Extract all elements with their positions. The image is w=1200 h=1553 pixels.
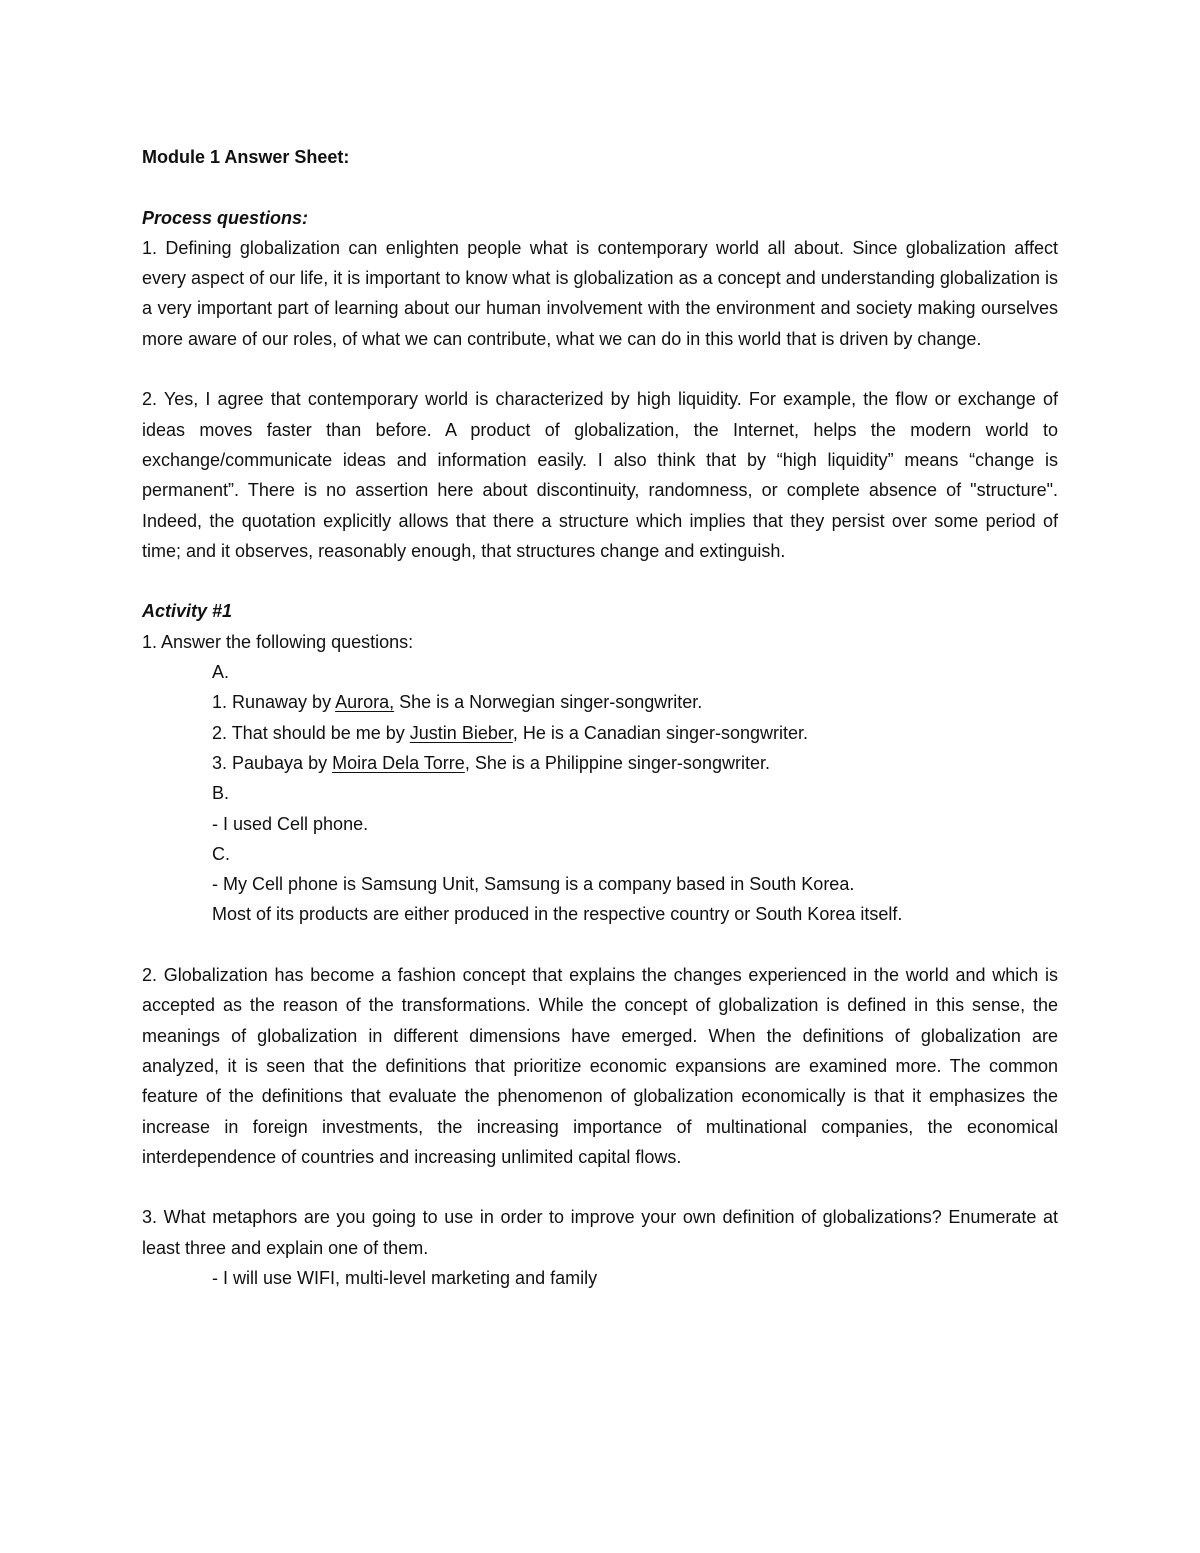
song-prefix: 3. Paubaya by: [212, 752, 333, 773]
activity-question-3: 3. What metaphors are you going to use in order to improve your own definition of globalizations? Enumerate at least three and explain one of them.: [142, 1207, 1058, 1258]
spacer: [142, 354, 1058, 384]
section-b-label: B.: [212, 783, 230, 804]
activity-question-1: 1. Answer the following questions:: [142, 631, 414, 652]
song-suffix: , She is a Philippine singer-songwriter.: [464, 752, 770, 773]
spacer: [142, 1172, 1058, 1202]
page-title: Module 1 Answer Sheet:: [142, 147, 350, 167]
song-artist: Aurora,: [335, 692, 395, 713]
song-item: [212, 687, 1058, 717]
activity-answers-block: [142, 657, 1058, 930]
spacer: [142, 172, 1058, 202]
section-c-answer-line-1: - My Cell phone is Samsung Unit, Samsung is a company based in South Korea.: [212, 874, 855, 895]
song-artist: Justin Bieber: [409, 722, 513, 743]
song-item: [212, 718, 1058, 748]
activity-heading: Activity #1: [142, 601, 233, 622]
song-prefix: 2. That should be me by: [212, 722, 410, 743]
section-c-answer-line-2: Most of its products are either produced in the respective country or South Korea itself.: [212, 904, 903, 925]
song-prefix: 1. Runaway by: [212, 692, 336, 713]
activity-answer-2: 2. Globalization has become a fashion concept that explains the changes experienced in the world and which is accepted as the reason of the transformations. While the concept of globalization is defined in this sense, the meanings of globalization in different dimensions have emerged. When the definitions of globalization are analyzed, it is seen that the definitions that prioritize economic expansions are examined more. The common feature of the definitions that evaluate the phenomenon of globalization economically is that it emphasizes the increase in foreign investments, the increasing importance of multinational companies, the economical interdependence of countries and increasing unlimited capital flows.: [142, 965, 1058, 1167]
section-b-answer: - I used Cell phone.: [212, 813, 369, 834]
song-suffix: She is a Norwegian singer-songwriter.: [394, 692, 703, 713]
song-item: [212, 748, 1058, 778]
process-questions-heading: Process questions:: [142, 207, 309, 228]
section-a-label: A.: [212, 662, 230, 683]
song-suffix: , He is a Canadian singer-songwriter.: [512, 722, 809, 743]
spacer: [142, 566, 1058, 596]
answer-sheet-page: [142, 142, 1058, 1293]
process-answer-2: 2. Yes, I agree that contemporary world is characterized by high liquidity. For example, the flow or exchange of ideas moves faster than before. A product of globalization, the Internet, helps the modern world to exchange/communicate ideas and information easily. I also think that by “high liquidity” means “change is permanent”. There is no assertion here about discontinuity, randomness, or complete absence of "structure". Indeed, the quotation explicitly allows that there a structure which implies that they persist over some period of time; and it observes, reasonably enough, that structures change and extinguish.: [142, 389, 1058, 561]
activity-answer-3: - I will use WIFI, multi-level marketing and family: [212, 1267, 598, 1288]
section-c-label: C.: [212, 843, 230, 864]
process-answer-1: 1. Defining globalization can enlighten people what is contemporary world all about. Since globalization affect every aspect of our life, it is important to know what is globalization as a concept and understanding globalization is a very important part of learning about our human involvement with the environment and society making ourselves more aware of our roles, of what we can contribute, what we can do in this world that is driven by change.: [142, 237, 1058, 349]
spacer: [142, 930, 1058, 960]
song-artist: Moira Dela Torre: [332, 752, 465, 773]
